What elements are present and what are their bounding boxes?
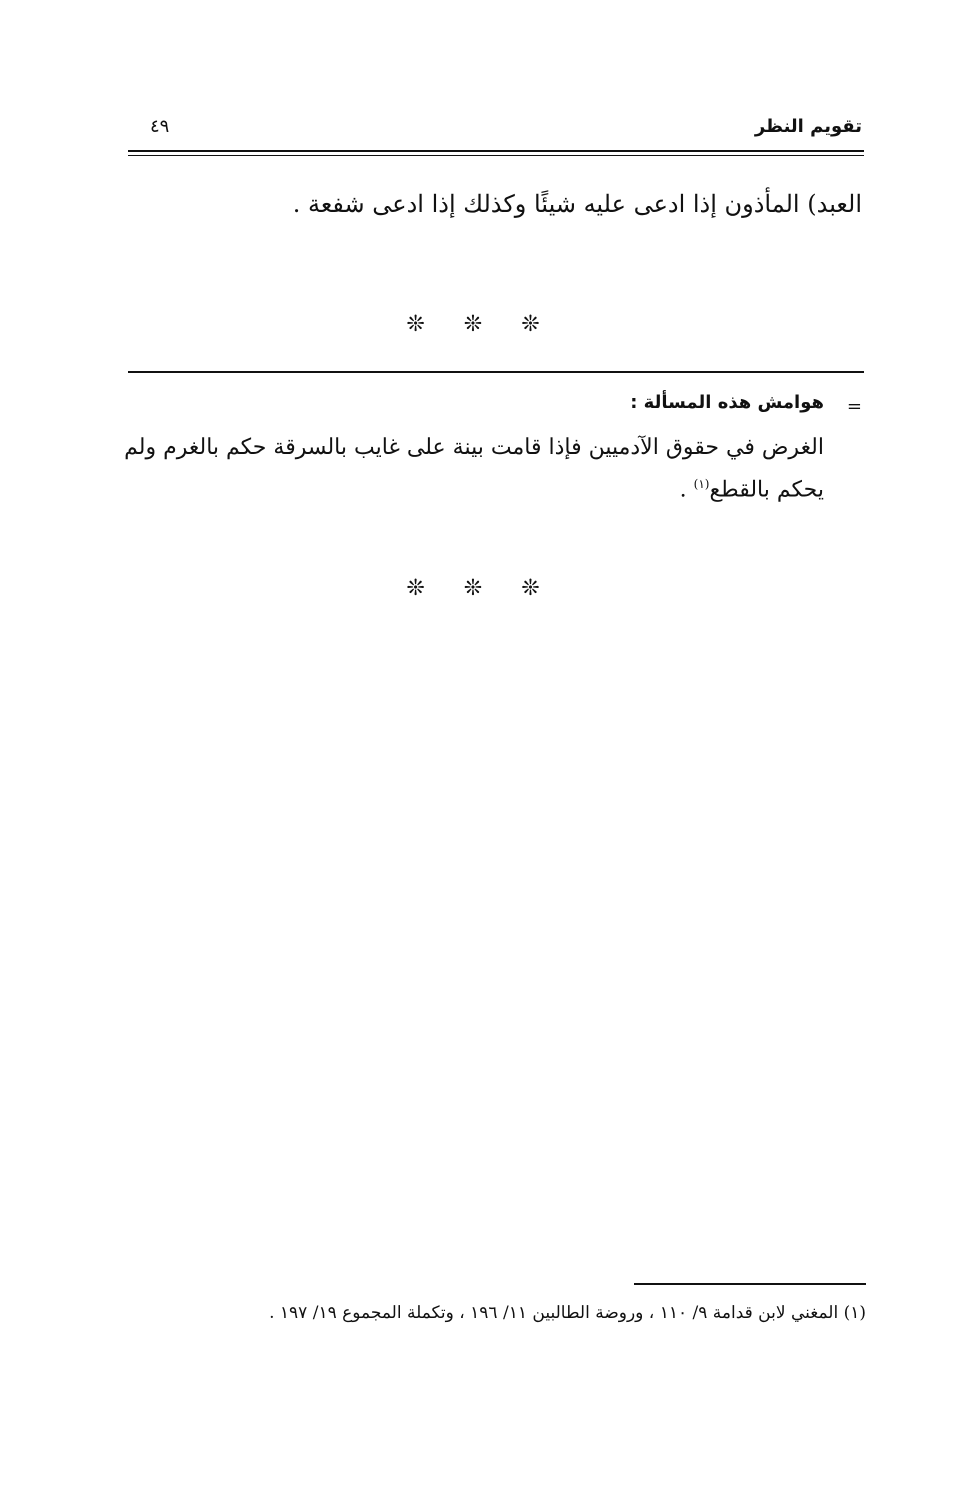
separator-stars: ❊ ❊ ❊: [406, 312, 556, 337]
notes-body-text: الغرض في حقوق الآدميين فإذا قامت بينة على غايب بالسرقة حكم بالغرم ولم يحكم بالقطع: [124, 435, 824, 503]
notes-heading: هوامش هذه المسألة :: [630, 392, 824, 413]
separator-stars-notes: ❊ ❊ ❊: [406, 576, 556, 601]
running-header-title: تقويم النظر: [754, 116, 862, 137]
section-rule: [128, 371, 864, 373]
footnote-rule: [634, 1283, 866, 1285]
main-paragraph: العبد) المأذون إذا ادعى عليه شيئًا وكذلك إذا ادعى شفعة .: [292, 190, 862, 218]
page-number: ٤٩: [150, 116, 170, 137]
notes-body-end: .: [679, 477, 694, 503]
header-rule-thin: [128, 155, 864, 156]
continuation-marker: =: [846, 396, 862, 417]
header-rule-thick: [128, 150, 864, 152]
notes-paragraph: [124, 430, 824, 508]
footnote: (١) المغني لابن قدامة ٩/ ١١٠ ، وروضة الطالبين ١١/ ١٩٦ ، وتكملة المجموع ١٩/ ١٩٧ .: [269, 1303, 866, 1323]
footnote-reference: (١): [693, 477, 710, 491]
